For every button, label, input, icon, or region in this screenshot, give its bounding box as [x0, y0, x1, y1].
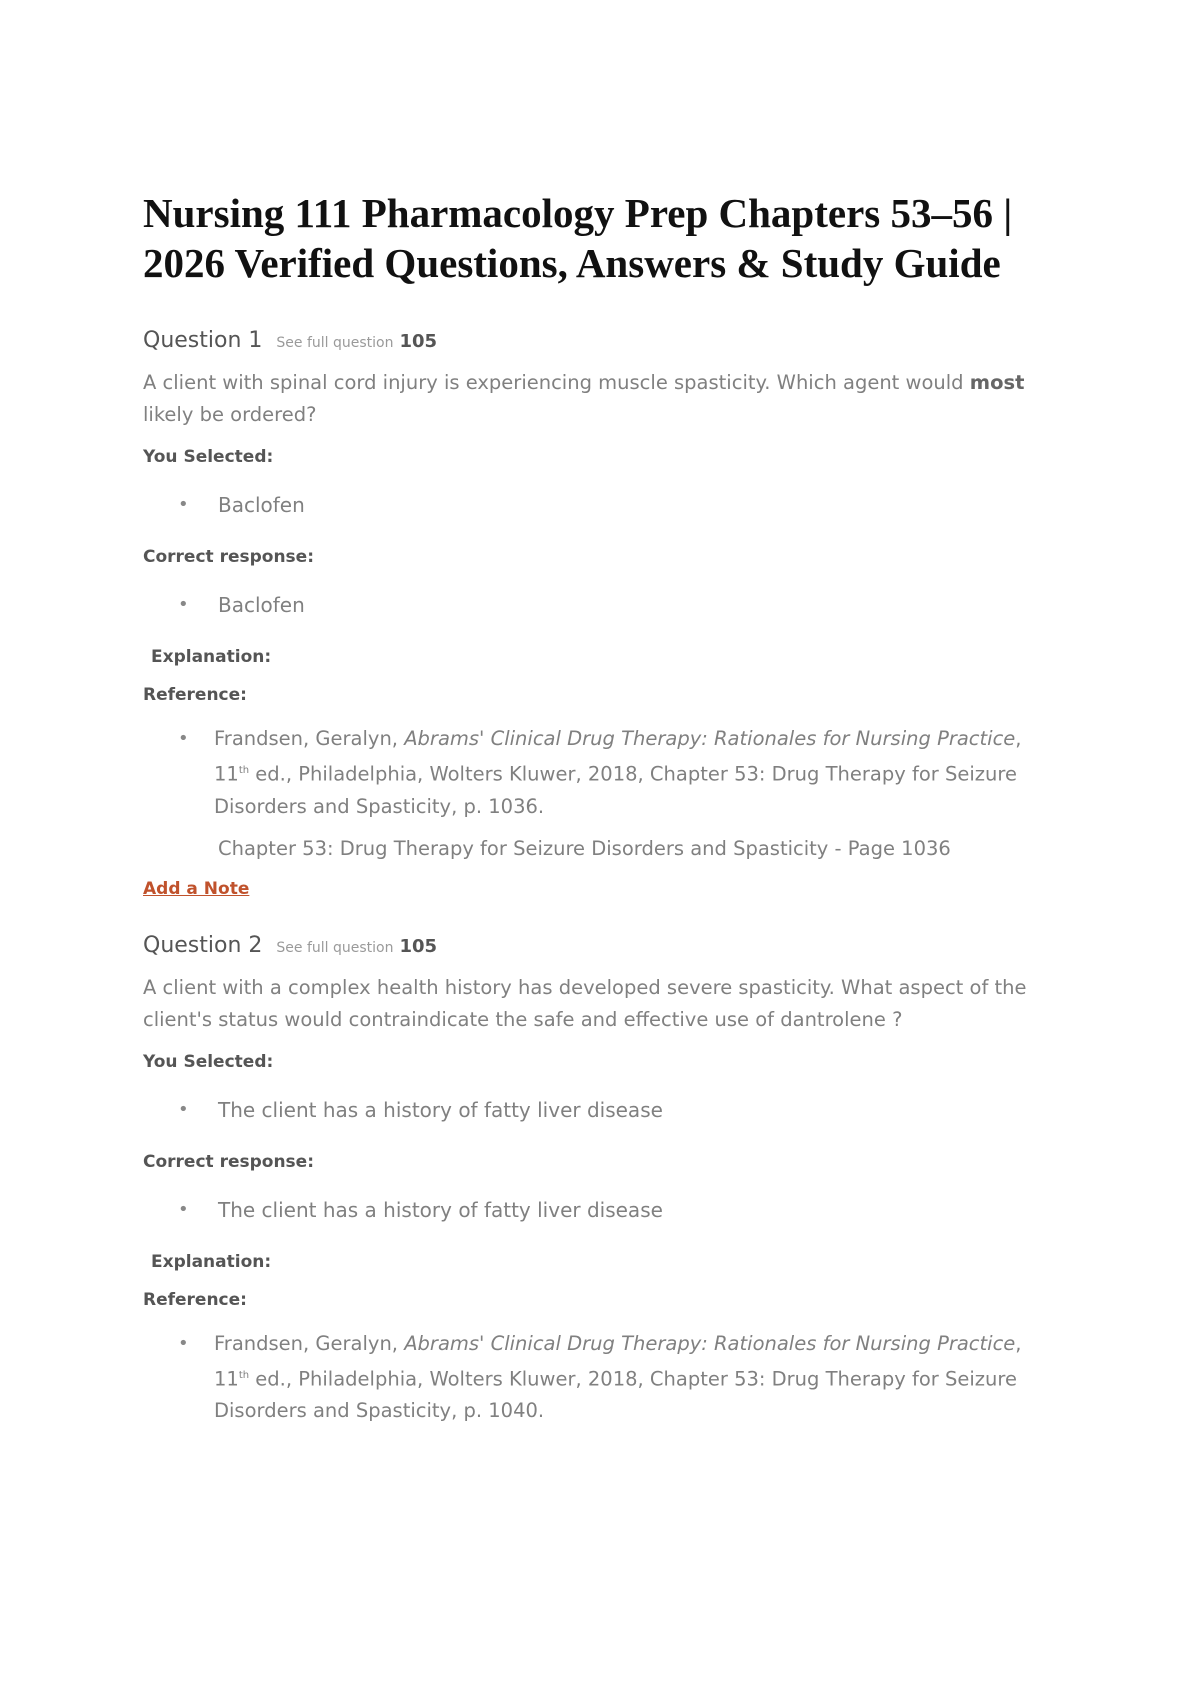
question-block: [143, 933, 1043, 1428]
selected-answer-list: [143, 1090, 1043, 1130]
chapter-page-line: Chapter 53: Drug Therapy for Seizure Disorders and Spasticity - Page 1036: [218, 836, 951, 860]
see-full-question-link[interactable]: See full question: [276, 939, 394, 956]
add-note-link[interactable]: Add a Note: [143, 878, 250, 899]
correct-answer: • Baclofen: [143, 585, 1043, 625]
explanation-label: Explanation:: [151, 1251, 272, 1272]
you-selected-label: You Selected:: [143, 447, 274, 467]
correct-response-label: Correct response:: [143, 547, 315, 567]
question-header: [143, 328, 1043, 353]
correct-answer-list: [143, 1190, 1043, 1230]
question-points: 105: [399, 935, 438, 957]
selected-answer-list: [143, 485, 1043, 525]
question-points: 105: [399, 331, 438, 352]
you-selected-label: You Selected:: [143, 1051, 274, 1072]
question-header: [143, 933, 1043, 958]
question-block: [143, 328, 1043, 933]
correct-response-label: Correct response:: [143, 1151, 315, 1172]
question-label: Question 1: [143, 328, 263, 353]
question-label: Question 2: [143, 932, 263, 958]
see-full-question-link[interactable]: See full question: [276, 335, 394, 351]
selected-answer: • Baclofen: [143, 485, 1043, 525]
reference-item: • Frandsen, Geralyn, Abrams' Clinical Drug Therapy: Rationales for Nursing Practice, 11th ed., Philadelphia, Wolters Kluwer, 2018, Chapter 53: Drug Therapy for Seizure Disorders and Spasticity, p. 1036.: [143, 723, 1043, 823]
reference-item: • Frandsen, Geralyn, Abrams' Clinical Drug Therapy: Rationales for Nursing Practice, 11th ed., Philadelphia, Wolters Kluwer, 2018, Chapter 53: Drug Therapy for Seizure Disorders and Spasticity, p. 1040.: [143, 1328, 1043, 1428]
explanation-label: Explanation:: [151, 647, 272, 667]
document-page: [143, 188, 1043, 1437]
question-text: A client with a complex health history has developed severe spasticity. What aspect of the client's status would contraindicate the safe and effective use of dantrolene ?: [143, 975, 1027, 1031]
reference-list: [143, 1328, 1043, 1428]
selected-answer: • The client has a history of fatty liver disease: [143, 1090, 1043, 1130]
question-text: A client with spinal cord injury is experiencing muscle spasticity. Which agent would most likely be ordered?: [143, 371, 1025, 426]
reference-list: [143, 723, 1043, 823]
reference-label: Reference:: [143, 685, 247, 705]
page-title: Nursing 111 Pharmacology Prep Chapters 53–56 | 2026 Verified Questions, Answers & Study Guide: [143, 190, 1013, 286]
correct-answer-list: [143, 585, 1043, 625]
correct-answer: • The client has a history of fatty liver disease: [143, 1190, 1043, 1230]
reference-label: Reference:: [143, 1289, 247, 1310]
